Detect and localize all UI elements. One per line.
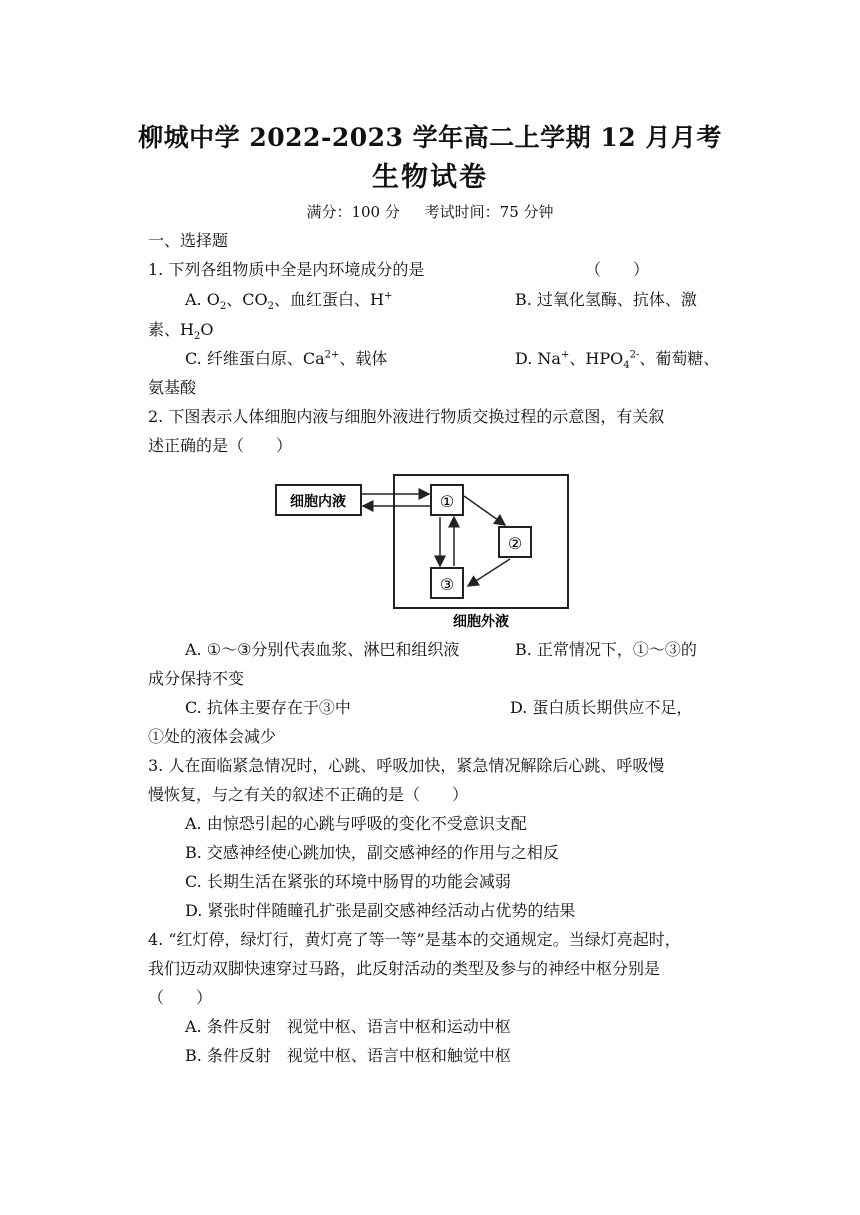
q1-option-b: B. 过氧化氢酶、抗体、激 [515, 290, 697, 309]
q2-option-d-cont: ①处的液体会减少 [148, 727, 277, 746]
q2-option-d: D. 蛋白质长期供应不足， [510, 698, 693, 717]
fluid-exchange-diagram [270, 470, 580, 632]
q2-option-c: C. 抗体主要存在于③中 [185, 698, 351, 717]
exam-title: 柳城中学 2022-2023 学年高二上学期 12 月月考 [138, 123, 722, 152]
q3-option-d: D. 紧张时伴随瞳孔扩张是副交感神经活动占优势的结果 [185, 901, 576, 920]
q3-option-b: B. 交感神经使心跳加快，副交感神经的作用与之相反 [185, 843, 559, 862]
arrow-1-to-2 [464, 496, 505, 525]
node-3-label: ③ [439, 575, 455, 594]
q2-option-a: A. ①～③分别代表血浆、淋巴和组织液 [185, 640, 460, 659]
q3-option-c: C. 长期生活在紧张的环境中肠胃的功能会减弱 [185, 872, 511, 891]
section-heading: 一、选择题 [148, 231, 229, 250]
node-1-label: ① [439, 492, 455, 511]
q4-stem: 4. “红灯停，绿灯行，黄灯亮了等一等”是基本的交通规定。当绿灯亮起时， [148, 930, 681, 949]
q1-option-b-cont: 素、$H_2O$ [148, 320, 214, 343]
q2-stem-cont: 述正确的是（ ） [148, 436, 293, 455]
exam-time: 考试时间：75 分钟 [424, 203, 554, 221]
q2-option-b-cont: 成分保持不变 [148, 669, 245, 688]
extracellular-label: 细胞外液 [453, 614, 509, 630]
arrow-2-to-3 [468, 559, 510, 586]
q2-option-b: B. 正常情况下，①～③的 [515, 640, 697, 659]
q1-option-d-cont: 氨基酸 [148, 378, 197, 397]
extracellular-box [394, 475, 568, 608]
q4-option-a: A. 条件反射 视觉中枢、语言中枢和运动中枢 [185, 1017, 511, 1036]
q1-option-a: A. $O_2$、$CO_2$、血红蛋白、H+ [185, 290, 393, 313]
full-score: 满分：100 分 [306, 203, 400, 221]
q1-answer-paren: （ ） [585, 260, 650, 279]
exam-subject: 生物试卷 [372, 162, 488, 193]
q4-option-b: B. 条件反射 视觉中枢、语言中枢和触觉中枢 [185, 1046, 511, 1065]
q4-answer-paren: （ ） [148, 988, 213, 1007]
q1-stem: 1. 下列各组物质中全是内环境成分的是 [148, 260, 425, 279]
q3-stem: 3. 人在面临紧急情况时，心跳、呼吸加快，紧急情况解除后心跳、呼吸慢 [148, 756, 665, 775]
exam-meta [0, 201, 860, 222]
q1-option-c: C. 纤维蛋白原、$Ca^{2+}$、载体 [185, 349, 388, 368]
intracellular-label: 细胞内液 [290, 494, 346, 510]
q1-option-d: D. Na+、$HPO_4^{2-}$、葡萄糖、 [515, 349, 720, 372]
node-2-label: ② [507, 534, 523, 553]
q2-stem: 2. 下图表示人体细胞内液与细胞外液进行物质交换过程的示意图，有关叙 [148, 407, 665, 426]
q3-option-a: A. 由惊恐引起的心跳与呼吸的变化不受意识支配 [185, 814, 527, 833]
q3-stem-cont: 慢恢复，与之有关的叙述不正确的是（ ） [148, 785, 469, 804]
q4-stem-cont: 我们迈动双脚快速穿过马路，此反射活动的类型及参与的神经中枢分别是 [148, 959, 661, 978]
